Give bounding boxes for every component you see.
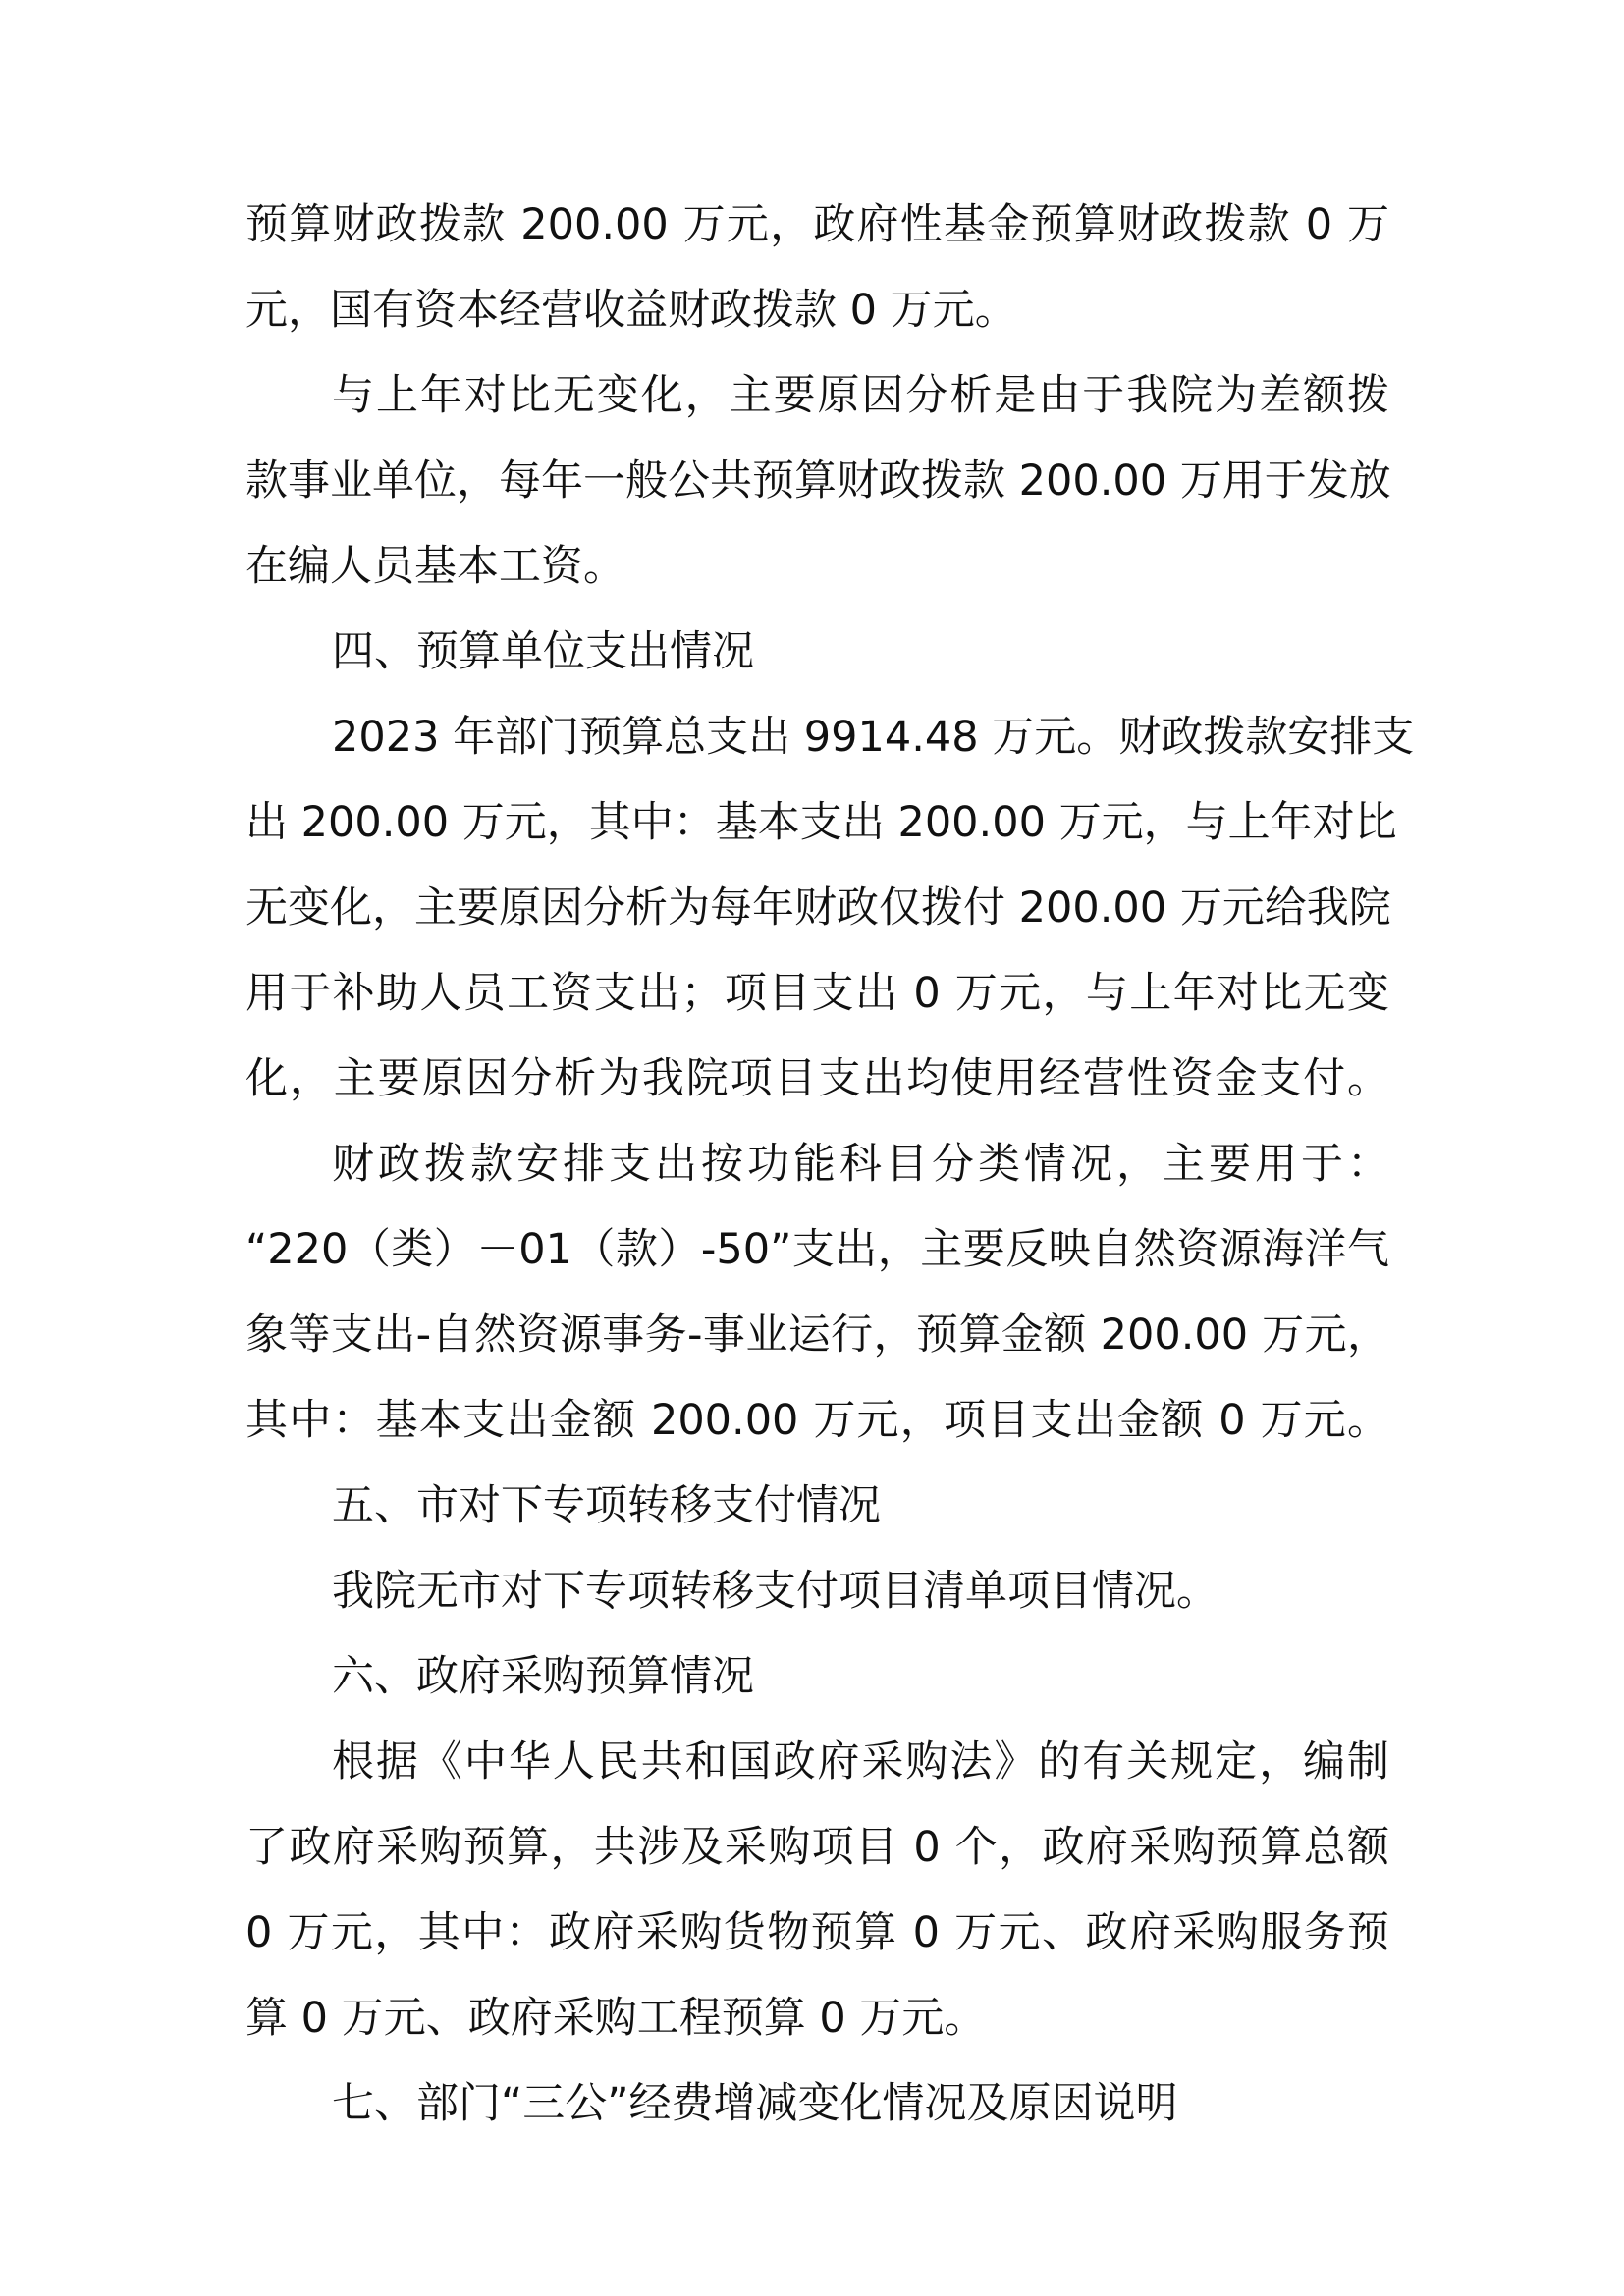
paragraph-start-line: 根据《中华人民共和国政府采购法》的有关规定，编制 — [332, 1737, 1389, 1787]
text-line: 款事业单位，每年一般公共预算财政拨款 200.00 万用于发放 — [245, 456, 1391, 506]
text-line: “220（类）－01（款）-50”支出，主要反映自然资源海洋气 — [245, 1225, 1389, 1274]
section-heading: 六、政府采购预算情况 — [332, 1652, 754, 1701]
text-line: 化，主要原因分析为我院项目支出均使用经营性资金支付。 — [245, 1054, 1389, 1103]
text-line: 了政府采购预算，共涉及采购项目 0 个，政府采购预算总额 — [245, 1823, 1389, 1872]
text-line: 象等支出-自然资源事务-事业运行，预算金额 200.00 万元， — [245, 1310, 1389, 1360]
text-line: 算 0 万元、政府采购工程预算 0 万元。 — [245, 1994, 987, 2043]
text-line: 用于补助人员工资支出；项目支出 0 万元，与上年对比无变 — [245, 969, 1389, 1018]
paragraph-start-line: 我院无市对下专项转移支付项目清单项目情况。 — [332, 1567, 1218, 1616]
text-line: 预算财政拨款 200.00 万元，政府性基金预算财政拨款 0 万 — [245, 200, 1389, 249]
text-line: 元，国有资本经营收益财政拨款 0 万元。 — [245, 286, 1017, 335]
text-line: 0 万元，其中：政府采购货物预算 0 万元、政府采购服务预 — [245, 1908, 1389, 1957]
section-heading: 四、预算单位支出情况 — [332, 627, 754, 676]
section-heading: 五、市对下专项转移支付情况 — [332, 1481, 881, 1530]
paragraph-start-line: 2023 年部门预算总支出 9914.48 万元。财政拨款安排支 — [332, 713, 1415, 762]
text-line: 无变化，主要原因分析为每年财政仅拨付 200.00 万元给我院 — [245, 883, 1391, 933]
paragraph-start-line: 与上年对比无变化，主要原因分析是由于我院为差额拨 — [332, 371, 1389, 420]
document-body — [245, 183, 1415, 2147]
paragraph-start-line: 财政拨款安排支出按功能科目分类情况，主要用于： — [332, 1140, 1389, 1189]
text-line: 在编人员基本工资。 — [245, 542, 625, 591]
text-line: 出 200.00 万元，其中：基本支出 200.00 万元，与上年对比 — [245, 798, 1397, 847]
section-heading: 七、部门“三公”经费增减变化情况及原因说明 — [332, 2079, 1178, 2128]
text-line: 其中：基本支出金额 200.00 万元，项目支出金额 0 万元。 — [245, 1396, 1389, 1445]
